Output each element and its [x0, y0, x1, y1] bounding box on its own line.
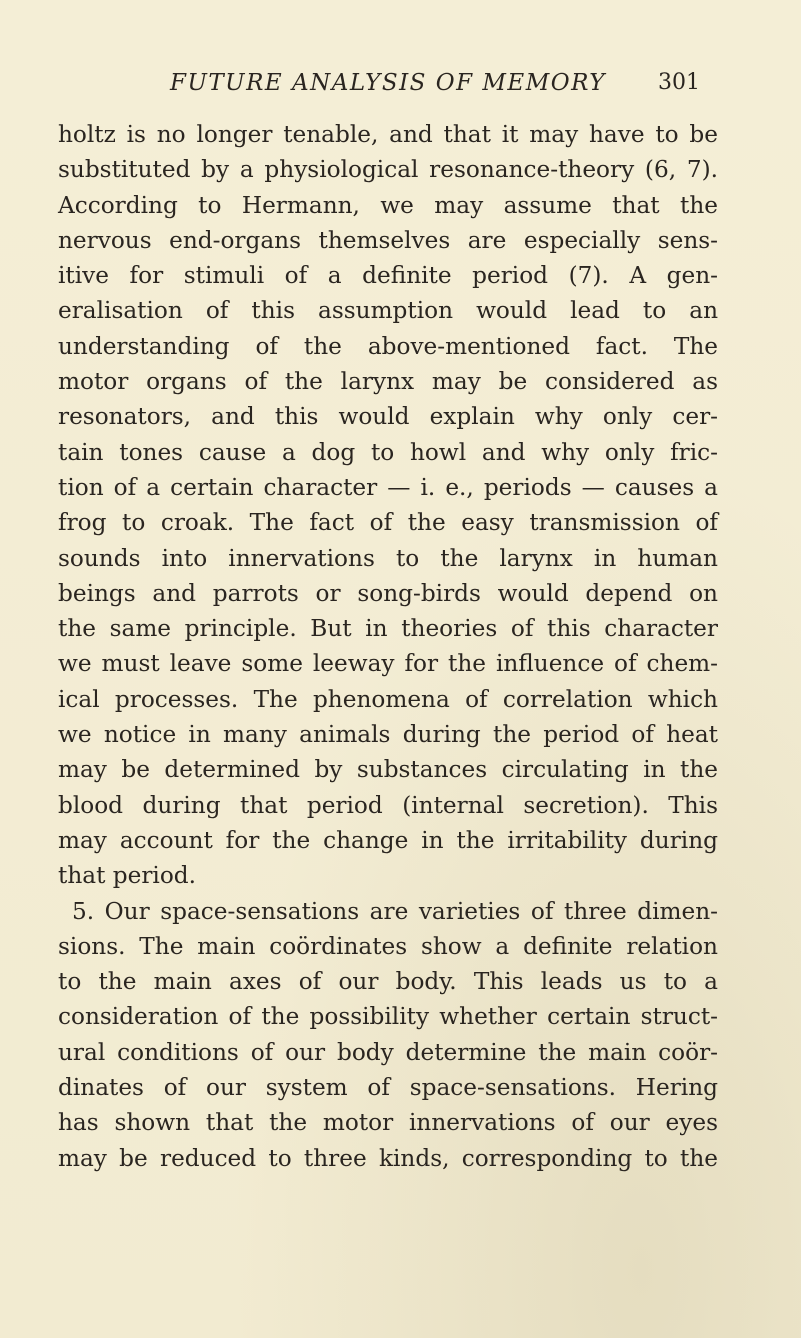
text-line: nervous end-organs themselves are especially sens-	[58, 226, 718, 254]
text-line: sounds into innervations to the larynx in human	[58, 544, 718, 572]
text-line: may account for the change in the irritability during	[58, 826, 718, 854]
text-line: beings and parrots or song-birds would depend on	[58, 579, 718, 607]
text-line: that period.	[58, 862, 197, 890]
section-start-line: 5. Our space-sensations are varieties of three dimen-	[72, 897, 718, 925]
text-line: substituted by a physiological resonance-theory (6, 7).	[58, 156, 718, 184]
text-line: eralisation of this assumption would lead to an	[58, 297, 718, 325]
text-line: ural conditions of our body determine the main coör-	[58, 1038, 718, 1066]
text-line: may be determined by substances circulating in the	[58, 756, 718, 784]
text-line: has shown that the motor innervations of our eyes	[58, 1109, 718, 1137]
text-line: consideration of the possibility whether certain struct-	[58, 1003, 718, 1031]
body-text	[58, 117, 718, 1176]
text-line: sions. The main coördinates show a definite relation	[58, 932, 718, 960]
page-number: 301	[658, 70, 700, 95]
text-line: understanding of the above-mentioned fact. The	[58, 332, 718, 360]
text-line: tion of a certain character — i. e., periods — causes a	[58, 473, 718, 501]
text-line: we must leave some leeway for the influence of chem-	[58, 650, 718, 678]
text-line: tain tones cause a dog to howl and why only fric-	[58, 438, 718, 466]
text-line: ical processes. The phenomena of correlation which	[58, 685, 718, 713]
text-line: holtz is no longer tenable, and that it may have to be	[58, 121, 718, 148]
text-line: motor organs of the larynx may be considered as	[58, 368, 718, 396]
text-line: may be reduced to three kinds, corresponding to the	[58, 1144, 718, 1172]
text-line: itive for stimuli of a definite period (7). A gen-	[58, 262, 718, 290]
text-line: resonators, and this would explain why only cer-	[58, 403, 718, 431]
text-line: to the main axes of our body. This leads us to a	[58, 968, 718, 996]
text-line: blood during that period (internal secretion). This	[58, 791, 718, 819]
text-line: the same principle. But in theories of this character	[58, 615, 718, 643]
text-line: dinates of our system of space-sensations. Hering	[58, 1074, 718, 1102]
text-line: frog to croak. The fact of the easy transmission of	[58, 509, 718, 537]
running-head-title: FUTURE ANALYSIS OF MEMORY	[170, 70, 606, 96]
text-line: we notice in many animals during the period of heat	[58, 721, 718, 749]
text-line: According to Hermann, we may assume that the	[58, 191, 718, 219]
